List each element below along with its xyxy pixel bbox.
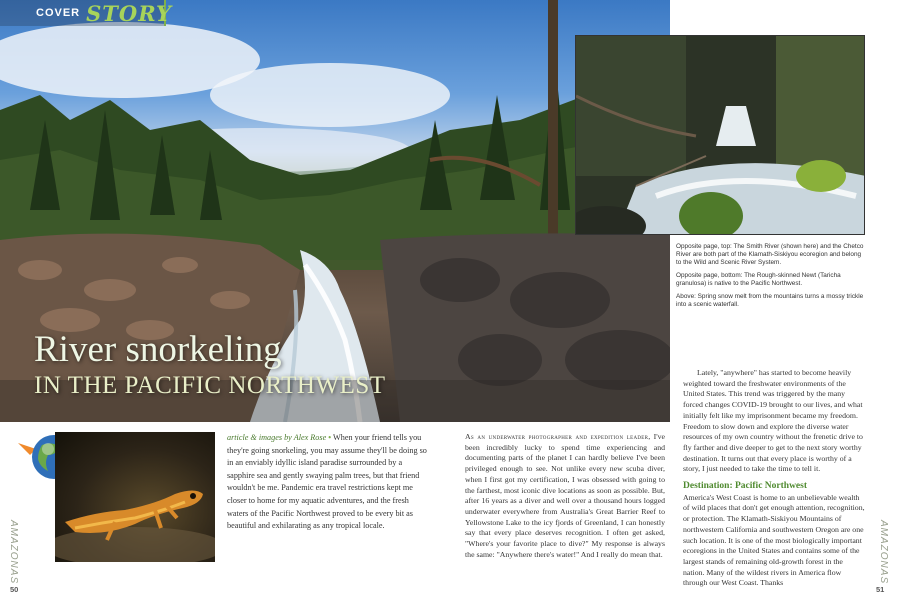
column3-paragraph-2: America's West Coast is home to an unbelievable wealth of wild places that don't get enough attention, recognition, or protection. The Klamath-Siskiyou Mountains of northwestern California and southwestern Oregon are one such location. It is one of the most biologically important ecoregions in the United States and contains some of the largest stands of remaining old-growth forest in the nation. Many of the wildest rivers in America flow through our West Coast. Thanks bbox=[683, 492, 865, 588]
article-subtitle: IN THE PACIFIC NORTHWEST bbox=[34, 372, 386, 399]
newt-photo bbox=[55, 432, 215, 562]
intro-paragraph bbox=[227, 432, 431, 533]
right-page-number: 51 bbox=[876, 585, 885, 594]
caption-top: Opposite page, top: The Smith River (shown here) and the Chetco River are both part of the Klamath-Siskiyou ecoregion and belong to the Wild and Scenic River System. bbox=[676, 243, 864, 266]
caption-above: Above: Spring snow melt from the mountains turns a mossy trickle into a scenic waterfall. bbox=[676, 293, 864, 308]
intro-text: When your friend tells you they're going snorkeling, you may assume they'll be doing so in an enviably idyllic island paradise surrounded by a sapphire sea and gently swaying palm trees, but that friend wouldn't be me. Pandemic era travel restrictions kept me closer to home for my aquatic adventures, and the fresh waters of the Pacific Northwest proved to be every bit as beautiful and exhilarating as any tropical locale. bbox=[227, 433, 427, 531]
photo-captions bbox=[676, 243, 866, 314]
byline: article & images by Alex Rose bbox=[227, 433, 327, 442]
left-page-number: 50 bbox=[10, 585, 19, 594]
section-heading: Destination: Pacific Northwest bbox=[683, 481, 808, 492]
column2-text: I've been incredibly lucky to spend time experiencing and documenting parts of the planet I can hardly believe I've been privileged enough to see. Not unlike every new scuba diver, when I first got my certification, I was obsessed with going to the farthest, most iconic dive locations as soon as possible. But, after 16 years as a diver and well over a thousand hours logged underwater everywhere from Australia's Great Barrier Reef to Yellowstone Lake to the icy fjords of Greenland, I can honestly say that every place deserves recognition. I often get asked, "Where's your favorite place to dive?" My response is always the same: "Anywhere there's water!" And I really do mean that. bbox=[465, 432, 665, 559]
kicker-story-label: STORY bbox=[86, 0, 173, 26]
kicker-cover-label: COVER bbox=[36, 7, 81, 19]
waterfall-illustration bbox=[576, 36, 865, 235]
column3-paragraph-1: Lately, "anywhere" has started to become heavily weighted toward the freshwater environments of the United States. This trend was triggered by the many forced changes COVID-19 brought to our lives, and what initially felt like my imprisonment became my freedom. Freedom to slow down and explore the diverse water resources of my own country without the frenetic drive to fly farther and dive deeper to get to the next story worthy destination. It turns out that every place is worthy of a story, I just needed to take the time to tell it. bbox=[683, 368, 863, 474]
left-side-tab: AMAZONAS bbox=[8, 520, 19, 585]
article-title: River snorkeling bbox=[34, 329, 282, 370]
waterfall-inset-photo bbox=[575, 35, 865, 235]
body-column-2 bbox=[465, 432, 665, 560]
body-column-3 bbox=[683, 368, 865, 589]
byline-separator: • bbox=[328, 433, 332, 442]
column2-lead: As an underwater photographer and expedition leader, bbox=[465, 432, 651, 441]
right-side-tab: AMAZONAS bbox=[878, 520, 889, 585]
caption-bottom: Opposite page, bottom: The Rough-skinned Newt (Taricha granulosa) is native to the Pacific Northwest. bbox=[676, 272, 841, 287]
section-kicker bbox=[0, 0, 173, 26]
newt-illustration bbox=[55, 432, 215, 562]
